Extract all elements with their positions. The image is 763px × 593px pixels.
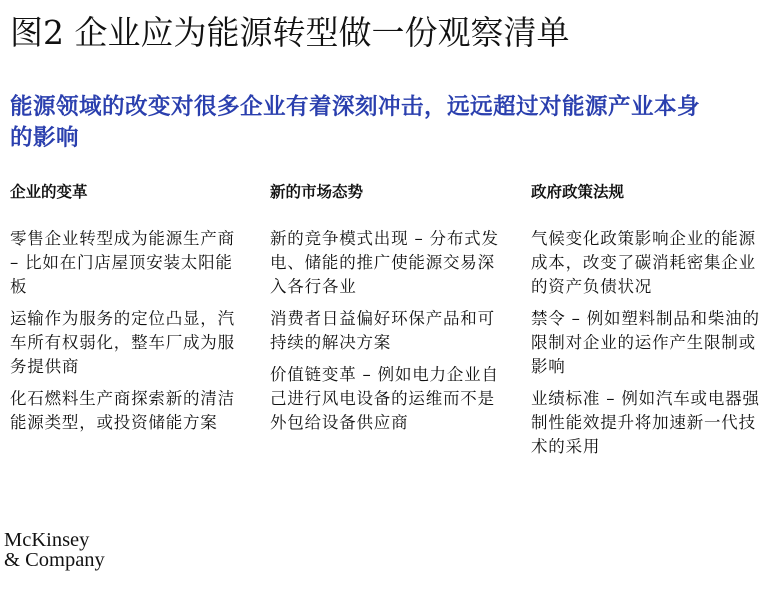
subtitle: 能源领域的改变对很多企业有着深刻冲击，远远超过对能源产业本身的影响 [10,94,701,151]
column-market-dynamics [270,180,505,443]
list-item: 新的竞争模式出现 – 分布式发电、储能的推广使能源交易深入各行各业 [270,229,499,296]
column-header: 企业的变革 [10,182,88,201]
column-business-change [10,180,245,443]
list-item: 禁令 – 例如塑料制品和柴油的限制对企业的运作产生限制或影响 [531,309,760,376]
list-item: 业绩标准 – 例如汽车或电器强制性能效提升将加速新一代技术的采用 [531,389,760,456]
column-government-policy [531,180,763,467]
logo-line-1: McKinsey [4,529,90,551]
page-title: 图2 企业应为能源转型做一份观察清单 [10,13,570,52]
list-item: 消费者日益偏好环保产品和可持续的解决方案 [270,309,495,352]
list-item: 零售企业转型成为能源生产商 – 比如在门店屋顶安装太阳能板 [10,229,235,296]
list-item: 价值链变革 – 例如电力企业自己进行风电设备的运维而不是外包给设备供应商 [270,365,499,432]
logo-line-2: & Company [4,549,105,571]
list-item: 化石燃料生产商探索新的清洁能源类型，或投资储能方案 [10,389,235,432]
list-item: 气候变化政策影响企业的能源成本，改变了碳消耗密集企业的资产负债状况 [531,229,756,296]
list-item: 运输作为服务的定位凸显，汽车所有权弱化，整车厂成为服务提供商 [10,309,235,376]
mckinsey-logo [4,530,105,570]
column-header: 新的市场态势 [270,182,364,201]
column-header: 政府政策法规 [531,182,625,201]
